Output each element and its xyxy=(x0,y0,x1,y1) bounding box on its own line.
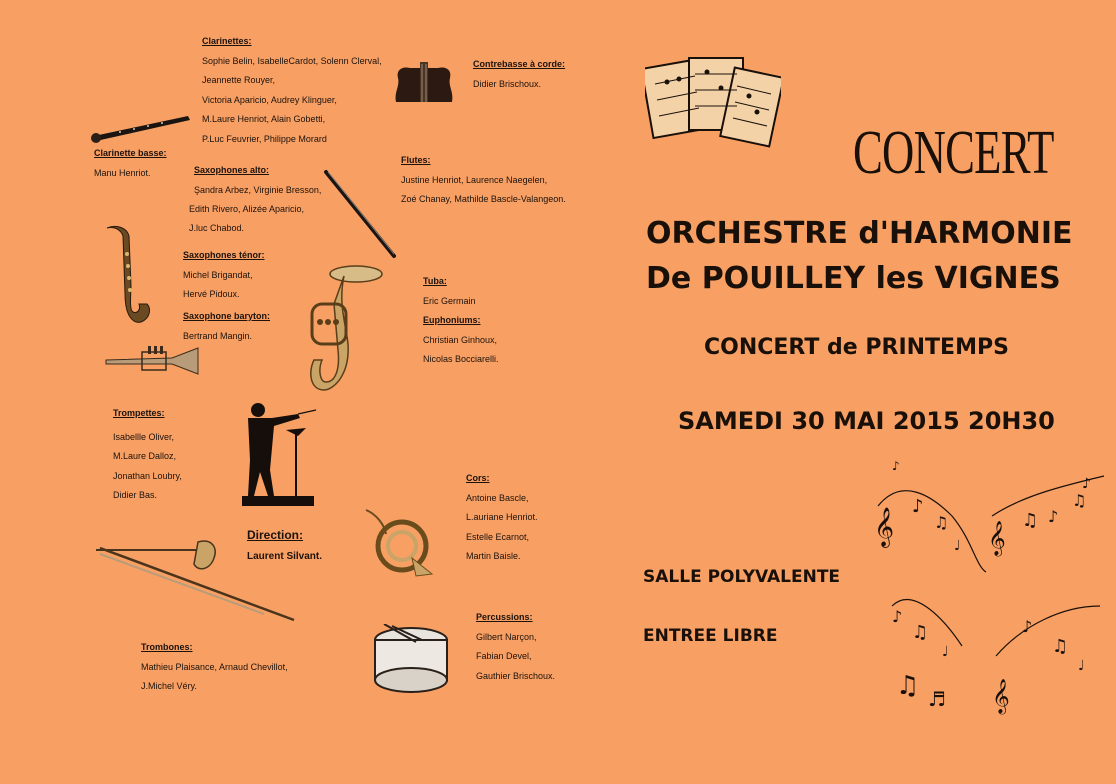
svg-text:♫: ♫ xyxy=(934,513,949,532)
name-line: M.Laure Dalloz, xyxy=(113,451,177,461)
name-line: Mathieu Plaisance, Arnaud Chevillot, xyxy=(141,661,288,672)
concert-title: CONCERT xyxy=(853,119,1054,187)
section-tuba xyxy=(423,272,499,370)
heading-clarinette-basse: Clarinette basse: xyxy=(94,148,167,158)
heading-trombones: Trombones: xyxy=(141,642,193,652)
svg-text:♬: ♬ xyxy=(928,687,946,711)
french-horn-icon xyxy=(362,504,436,580)
section-saxophones-alto xyxy=(189,161,321,220)
section-saxophone-baryton xyxy=(183,307,270,346)
svg-text:♫: ♫ xyxy=(1072,491,1087,510)
music-notes-icon xyxy=(872,456,1108,718)
heading-saxophones-alto: Saxophones alto: xyxy=(194,165,270,175)
name-line: Didier Bas. xyxy=(113,490,158,500)
heading-euphoniums: Euphoniums: xyxy=(423,315,481,325)
svg-text:𝄞: 𝄞 xyxy=(988,521,1006,556)
heading-contrebasse: Contrebasse à corde: xyxy=(473,59,566,69)
saxophone-icon xyxy=(103,224,155,330)
name-line: Hervé Pidoux. xyxy=(183,289,240,299)
name-line: Manu Henriot. xyxy=(94,167,151,178)
flute-icon xyxy=(322,168,398,260)
name-line: Bertrand Mangin. xyxy=(183,330,253,341)
name-line: Christian Ginhoux, xyxy=(423,334,498,345)
svg-text:♫: ♫ xyxy=(896,671,920,701)
name-line: J.Michel Véry. xyxy=(141,681,197,691)
concert-subtitle: CONCERT de PRINTEMPS xyxy=(704,335,1009,360)
name-line: P.Luc Feuvrier, Philippe Morard xyxy=(202,133,327,144)
entry-info: ENTREE LIBRE xyxy=(643,626,778,646)
name-line: Laurent Silvant. xyxy=(247,551,323,562)
name-line: Eric Germain xyxy=(423,295,476,306)
section-clarinette-basse xyxy=(94,144,167,183)
heading-saxophone-baryton: Saxophone baryton: xyxy=(183,311,271,321)
svg-text:♪: ♪ xyxy=(912,496,924,517)
section-percussions xyxy=(476,608,555,686)
svg-text:♪: ♪ xyxy=(1048,507,1059,526)
svg-text:𝄞: 𝄞 xyxy=(874,507,895,547)
name-line: Zoé Chanay, Mathilde Bascle-Valangeon. xyxy=(401,194,566,204)
name-line: Victoria Aparicio, Audrey Klinguer, xyxy=(202,94,337,105)
section-cors xyxy=(466,469,538,567)
svg-text:♩: ♩ xyxy=(954,538,961,554)
name-line: Şandra Arbez, Virginie Bresson, xyxy=(194,184,322,195)
heading-trompettes: Trompettes: xyxy=(113,408,165,418)
euphonium-icon xyxy=(304,264,386,398)
section-contrebasse xyxy=(473,55,565,94)
svg-text:♩: ♩ xyxy=(1078,658,1085,674)
name-line: Gauthier Brischoux. xyxy=(476,670,556,681)
svg-text:♫: ♫ xyxy=(912,622,929,643)
name-line: Nicolas Bocciarelli. xyxy=(423,354,499,364)
concert-date: SAMEDI 30 MAI 2015 20H30 xyxy=(678,407,1055,435)
name-line: Isabellle Oliver, xyxy=(113,431,175,442)
heading-saxophones-tenor: Saxophones ténor: xyxy=(183,250,265,260)
section-sax-alto-extra xyxy=(189,219,244,239)
svg-text:♪: ♪ xyxy=(1082,476,1091,492)
section-flutes xyxy=(401,151,566,210)
conductor-icon xyxy=(238,400,320,510)
name-line: Jonathan Loubry, xyxy=(113,470,182,481)
heading-direction: Direction: xyxy=(247,528,304,542)
name-line: Jeannette Rouyer, xyxy=(202,75,276,85)
name-line: Estelle Ecarnot, xyxy=(466,531,530,542)
name-line: J.luc Chabod. xyxy=(189,223,245,233)
section-trompettes xyxy=(113,404,182,506)
svg-text:♪: ♪ xyxy=(892,459,900,473)
heading-clarinettes: Clarinettes: xyxy=(202,36,252,46)
name-line: Gilbert Narçon, xyxy=(476,631,537,642)
name-line: Antoine Bascle, xyxy=(466,492,529,503)
sheet-music-icon xyxy=(645,54,781,158)
name-line: Sophie Belin, IsabelleCardot, Solenn Clerval, xyxy=(202,55,382,66)
name-line: Martin Baisle. xyxy=(466,551,521,561)
heading-cors: Cors: xyxy=(466,473,490,483)
clarinet-bass-icon xyxy=(90,112,194,144)
contrebasse-icon xyxy=(392,62,456,104)
orchestra-name-line1: ORCHESTRE d'HARMONIE xyxy=(646,216,1073,251)
section-clarinettes xyxy=(202,32,382,149)
name-line: Michel Brigandat, xyxy=(183,269,253,280)
name-line: L.auriane Henriot. xyxy=(466,512,538,522)
svg-text:♫: ♫ xyxy=(1052,636,1069,657)
trumpet-icon xyxy=(102,344,206,380)
heading-percussions: Percussions: xyxy=(476,612,533,622)
svg-text:♪: ♪ xyxy=(892,607,903,626)
svg-text:♩: ♩ xyxy=(942,644,949,660)
drum-icon xyxy=(372,624,450,696)
name-line: M.Laure Henriot, Alain Gobetti, xyxy=(202,114,326,124)
name-line: Didier Brischoux. xyxy=(473,78,542,89)
heading-flutes: Flutes: xyxy=(401,155,431,165)
section-trombones xyxy=(141,638,288,697)
svg-text:♪: ♪ xyxy=(1022,617,1033,636)
orchestra-name-line2: De POUILLEY les VIGNES xyxy=(646,261,1061,296)
name-line: Justine Henriot, Laurence Naegelen, xyxy=(401,174,548,185)
trombone-icon xyxy=(94,536,304,626)
section-saxophones-tenor xyxy=(183,246,265,305)
heading-tuba: Tuba: xyxy=(423,276,447,286)
venue: SALLE POLYVALENTE xyxy=(643,567,841,587)
svg-text:𝄞: 𝄞 xyxy=(992,679,1010,714)
svg-text:♫: ♫ xyxy=(1022,510,1039,531)
name-line: Edith Rivero, Alizée Aparicio, xyxy=(189,204,305,214)
name-line: Fabian Devel, xyxy=(476,651,532,661)
